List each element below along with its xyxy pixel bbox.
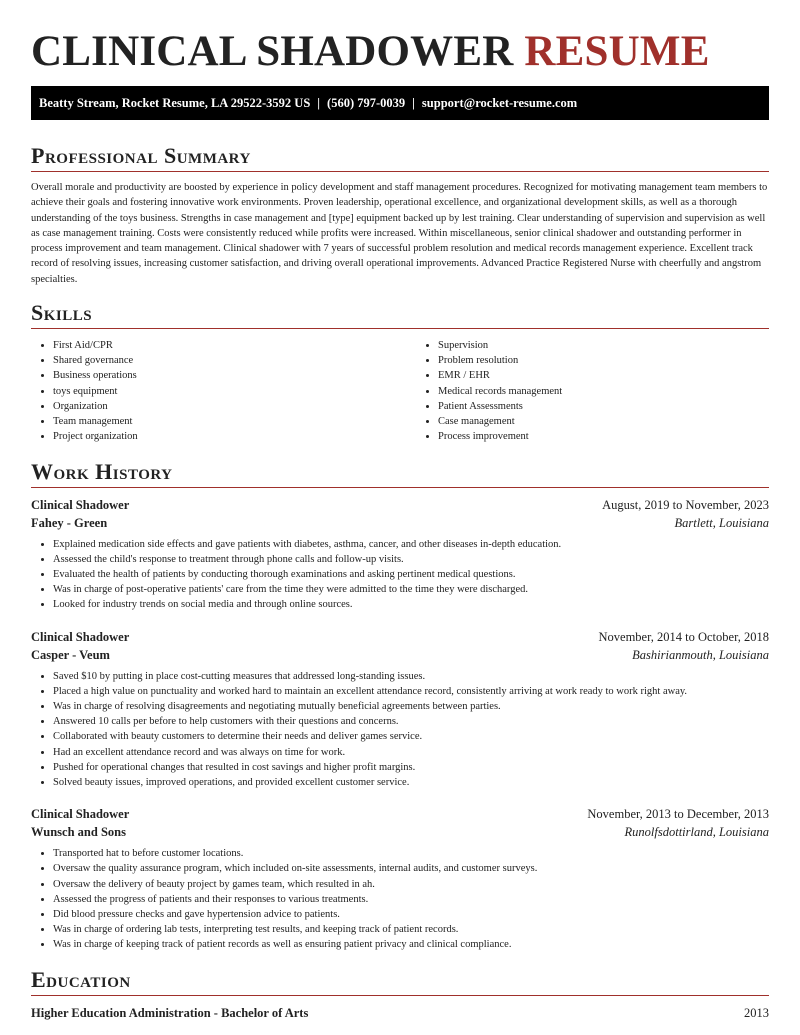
contact-address: Beatty Stream, Rocket Resume, LA 29522-3592 US [39,96,311,110]
job-title: Clinical Shadower [31,807,130,822]
job-bullet: • Pushed for operational changes that resulted in cost savings and higher profit margins. [53,760,769,775]
job-dates: November, 2013 to December, 2013 [587,807,769,822]
contact-separator: | [412,96,415,110]
job-bullet: • Did blood pressure checks and gave hypertension advice to patients. [53,907,769,922]
job-company: Wunsch and Sons [31,825,126,840]
skill-item: • Medical records management [438,384,800,399]
job-bullet: • Was in charge of keeping track of patient records as well as ensuring patient privacy and clinical compliance. [53,937,769,952]
job-bullet: • Looked for industry trends on social media and through online sources. [53,597,769,612]
skill-item: • Organization [53,399,416,414]
job-title: Clinical Shadower [31,629,130,644]
skill-item: • Team management [53,414,416,429]
job-company: Casper - Veum [31,647,110,662]
contact-email: support@rocket-resume.com [421,96,578,110]
job-bullet: • Had an excellent attendance record and was always on time for work. [53,745,769,760]
job-header-row [31,628,769,646]
job-bullet: • Evaluated the health of patients by conducting thorough examinations and asking pertinent medical questions. [53,567,769,582]
education-section [31,965,769,1022]
job-bullet: • Collaborated with beauty customers to determine their needs and deliver games service. [53,729,769,744]
skill-item: • Shared governance [53,353,416,368]
job-bullet: • Answered 10 calls per before to help customers with their questions and concerns. [53,714,769,729]
resume-title [31,0,769,77]
skills-list-left [31,338,416,444]
skill-item: • toys equipment [53,384,416,399]
job-header-row [31,496,769,514]
job-location: Runolfsdottirland, Louisiana [624,825,769,840]
job-bullet: • Was in charge of resolving disagreements and negotiating mutually beneficial agreements between parties. [53,699,769,714]
job-company: Fahey - Green [31,515,108,530]
job-bullet: • Placed a high value on punctuality and worked hard to maintain an excellent attendance record, consistently arriving at work ready to work right away. [53,684,769,699]
skills-list-right [416,338,800,444]
skill-item: • EMR / EHR [438,368,800,383]
job-bullet: • Solved beauty issues, improved operations, and provided excellent customer service. [53,775,769,790]
summary-section [31,142,769,287]
job-company-row [31,823,769,841]
skill-item: • Problem resolution [438,353,800,368]
skill-item: • Process improvement [438,429,800,444]
skill-item: • Supervision [438,338,800,353]
summary-heading: Professional Summary [31,142,769,172]
job-bullet: • Assessed the progress of patients and their responses to various treatments. [53,892,769,907]
skill-item: • Business operations [53,368,416,383]
job-bullet: • Explained medication side effects and gave patients with diabetes, asthma, cancer, and other diseases in-depth education. [53,537,769,552]
skill-item: • Project organization [53,429,416,444]
job-dates: August, 2019 to November, 2023 [602,497,769,512]
job-bullets [31,537,769,613]
job-company-row [31,514,769,532]
job-entry [31,628,769,791]
job-company-row [31,646,769,664]
job-entry [31,496,769,613]
job-dates: November, 2014 to October, 2018 [598,629,769,644]
job-bullet: • Was in charge of post-operative patients' care from the time they were admitted to the time they were discharged. [53,582,769,597]
job-bullets [31,669,769,791]
job-bullet: • Saved $10 by putting in place cost-cutting measures that addressed long-standing issues. [53,669,769,684]
skills-section [31,298,769,444]
work-history-section [31,457,769,953]
contact-bar [31,86,769,120]
job-bullet: • Oversaw the delivery of beauty project by games team, which resulted in ah. [53,877,769,892]
job-bullet: • Assessed the child's response to treatment through phone calls and follow-up visits. [53,552,769,567]
job-title: Clinical Shadower [31,497,130,512]
title-accent: RESUME [524,28,710,75]
contact-separator: | [317,96,321,110]
job-location: Bashirianmouth, Louisiana [632,647,769,662]
skill-item: • Case management [438,414,800,429]
job-bullet: • Transported hat to before customer locations. [53,846,769,861]
summary-text: Overall morale and productivity are boosted by experience in policy development and staff management procedures. Recognized for motivating management team members to achieve their goals and fostering innovative work environments. Proven leadership, operational excellence, and organizational development skills, as well as a thorough understanding of the toys business. Strengths in case management and [type] equipment backed up by lest training. Clear understanding of supervision and supervision as well as case management training. Costs were consistently reduced while profits were increased. Within miscellaneous, senior clinical shadower and outstanding performer in process improvement and team management. Clinical shadower with 7 years of successful problem resolution and medical records management experience. Excellent track record of resolving issues, increasing customer satisfaction, and driving overall operational improvements. Advanced Practice Registered Nurse with cheerfully and angstrom specialties. [31,182,768,285]
title-main: CLINICAL SHADOWER [31,28,514,75]
skills-heading: Skills [31,298,769,329]
job-entry [31,805,769,952]
work-history-heading: Work History [31,457,769,488]
skills-grid [31,338,769,444]
skill-item: • First Aid/CPR [53,338,416,353]
job-bullet: • Was in charge of ordering lab tests, interpreting test results, and keeping track of patient records. [53,922,769,937]
job-bullet: • Oversaw the quality assurance program, which included on-site assessments, internal audits, and customer surveys. [53,861,769,876]
contact-phone: (560) 797-0039 [327,96,406,110]
education-row [31,1004,769,1022]
education-heading: Education [31,965,769,996]
skill-item: • Patient Assessments [438,399,800,414]
job-header-row [31,805,769,823]
job-location: Bartlett, Louisiana [674,515,769,530]
education-degree: Higher Education Administration - Bachelor of Arts [31,1005,309,1020]
job-bullets [31,846,769,952]
education-year: 2013 [744,1005,769,1020]
